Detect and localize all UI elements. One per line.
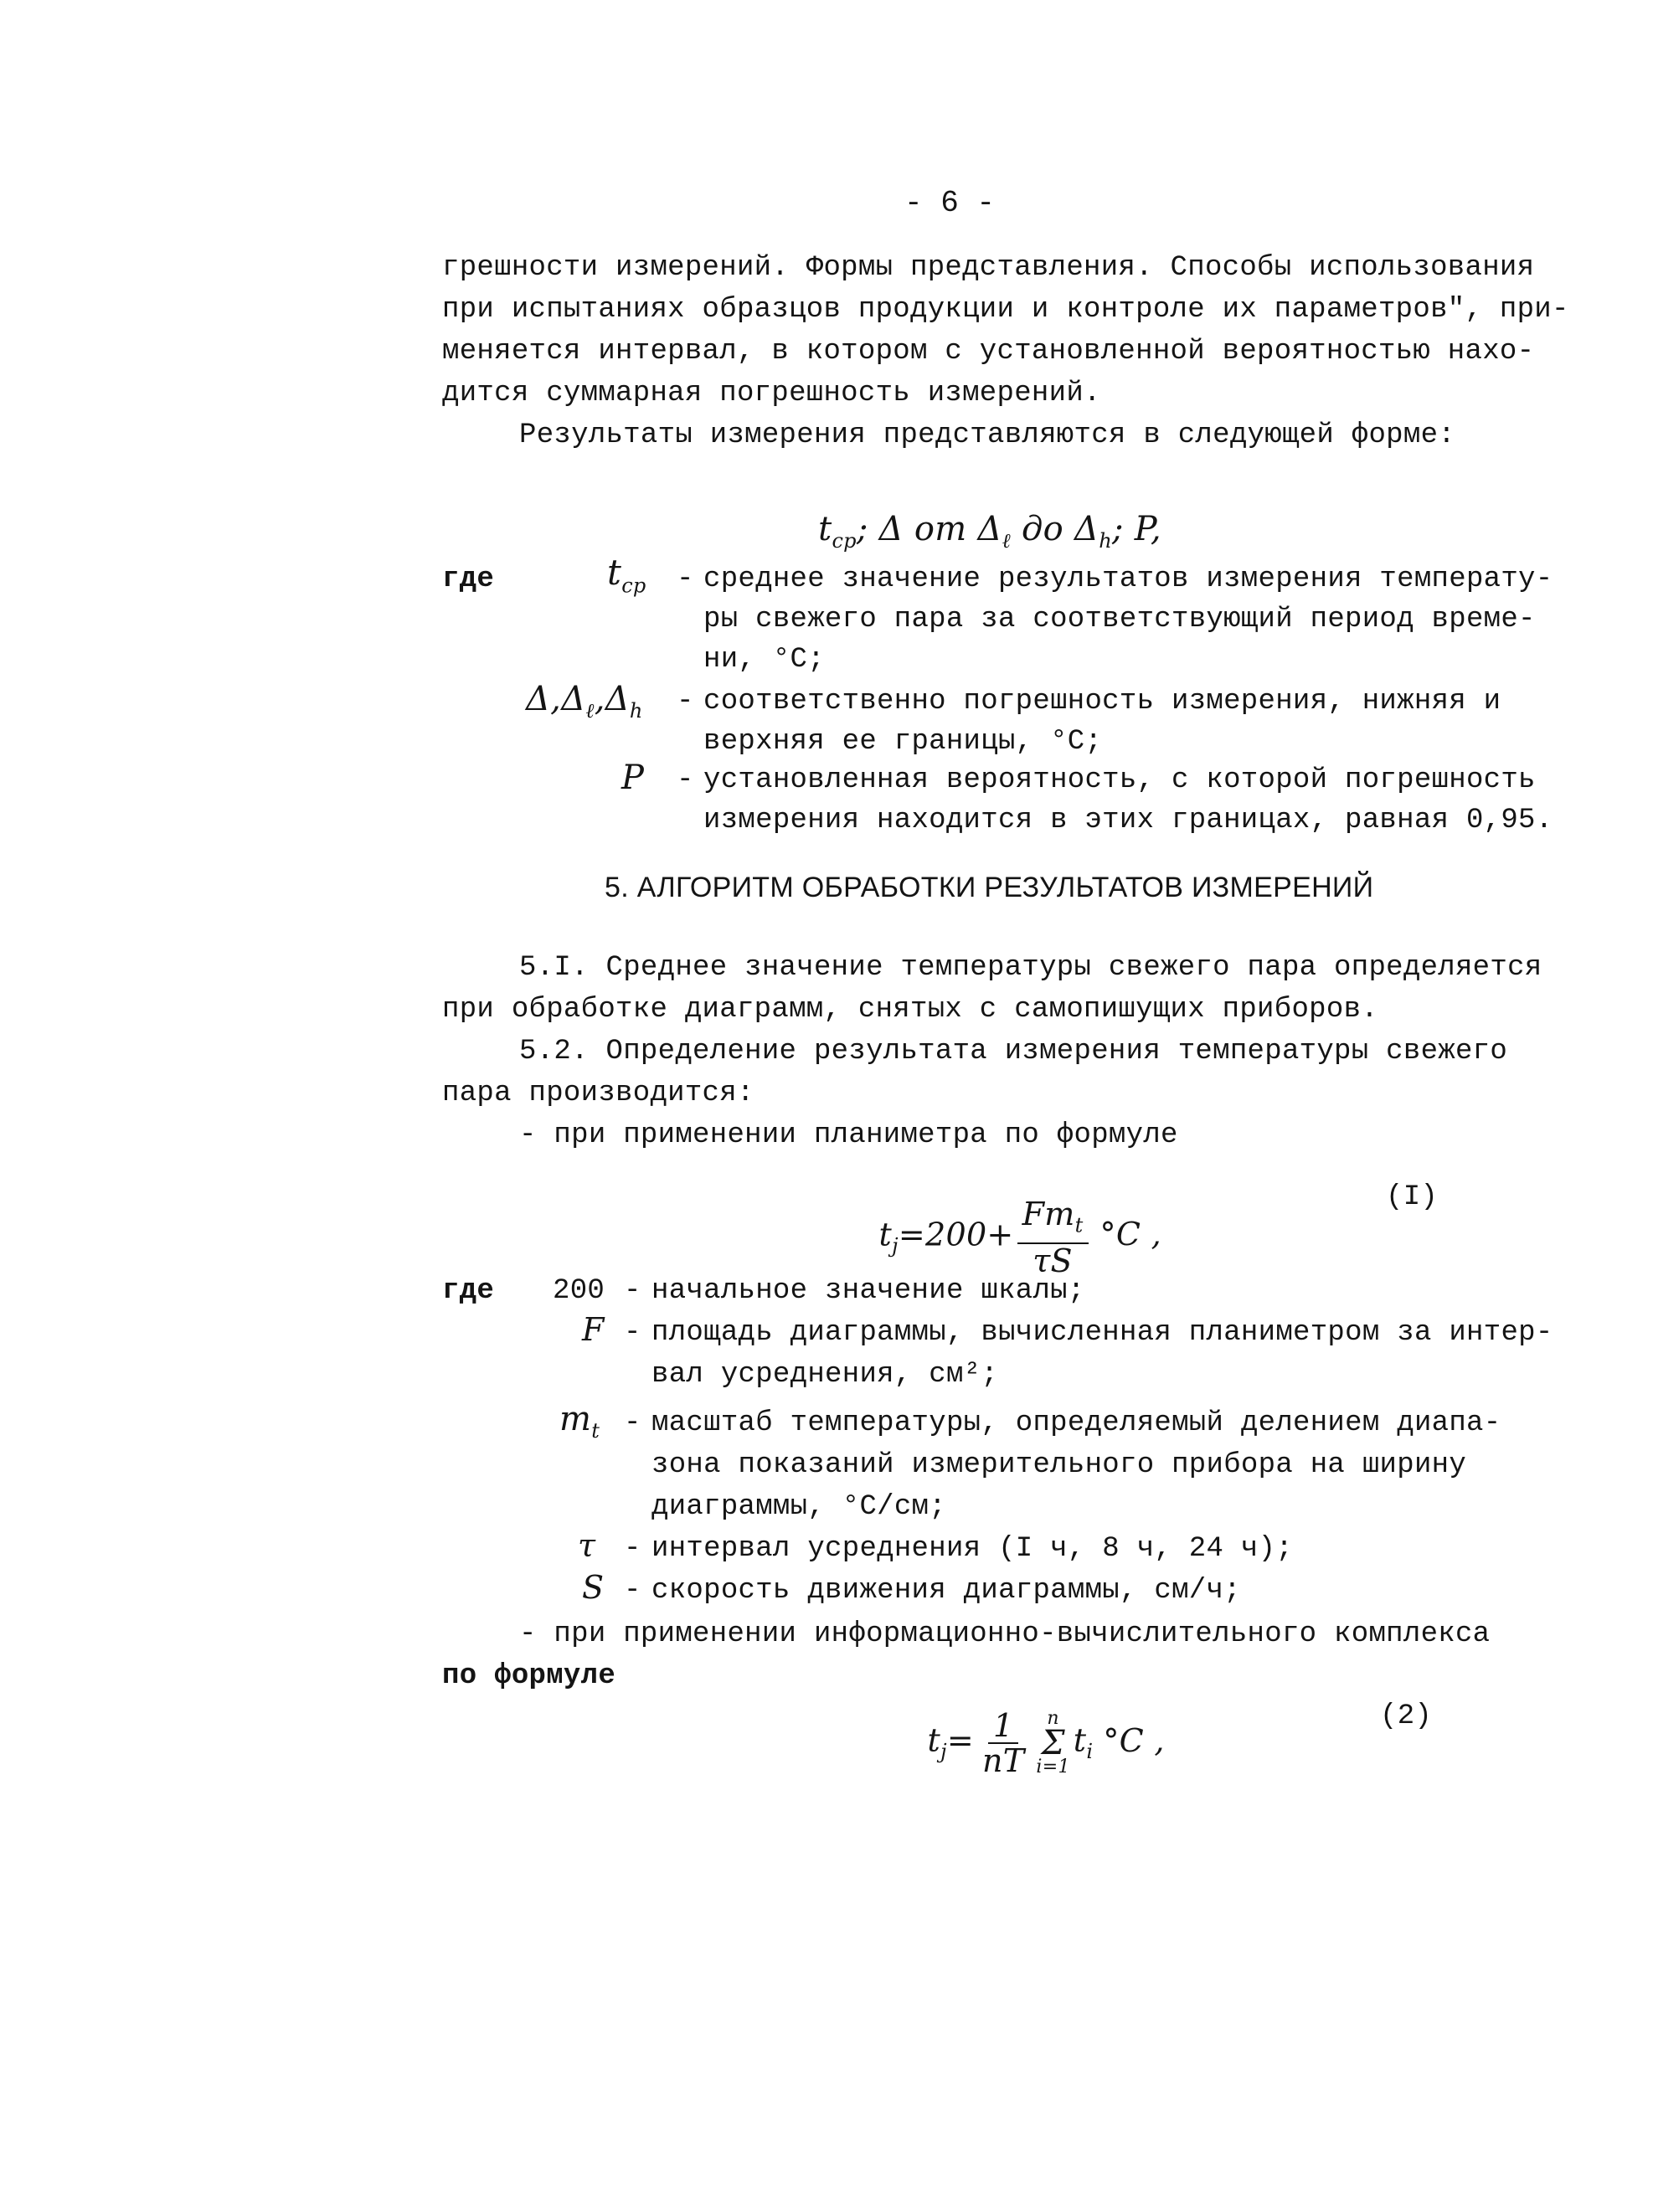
symbol-m-t: $m_t$ xyxy=(559,1400,600,1443)
paragraph-line: пара производится: xyxy=(442,1078,754,1109)
formula-1: $t_j=200+$ $\frac{Fm_t}{\tau S}$ °C , xyxy=(878,1196,1161,1279)
result-form-formula: $t_{cp}$; Δ от $\Delta_\ell$ до $\Delta_h$; P, xyxy=(818,510,1161,553)
definition-line: диаграммы, °C/см; xyxy=(651,1491,946,1523)
def-dash: - xyxy=(624,1575,641,1607)
definition-line: соответственно погрешность измерения, нижняя и xyxy=(703,686,1501,718)
paragraph-line: 5.I. Среднее значение температуры свежего пара определяется xyxy=(519,952,1542,984)
definition-line: начальное значение шкалы; xyxy=(651,1275,1085,1307)
definition-line: зона показаний измерительного прибора на ширину xyxy=(651,1449,1467,1481)
symbol-200: 200 xyxy=(553,1275,605,1307)
definition-line: скорость движения диаграммы, см/ч; xyxy=(651,1575,1241,1607)
symbol-s: S xyxy=(582,1569,605,1606)
section-heading: 5. АЛГОРИТМ ОБРАБОТКИ РЕЗУЛЬТАТОВ ИЗМЕРЕНИЙ xyxy=(605,872,1374,903)
definition-line: вал усреднения, см²; xyxy=(651,1359,999,1391)
intro-line: грешности измерений. Формы представления. Способы использования xyxy=(442,252,1535,284)
definition-line: интервал усреднения (I ч, 8 ч, 24 ч); xyxy=(651,1533,1294,1565)
def-dash: - xyxy=(677,764,694,796)
definition-line: среднее значение результатов измерения температу- xyxy=(703,563,1553,595)
definition-line: ры свежего пара за соответствующий период време- xyxy=(703,604,1536,635)
def-dash: - xyxy=(677,563,694,595)
definition-line: измерения находится в этих границах, равная 0,95. xyxy=(703,805,1553,836)
symbol-p: P xyxy=(621,759,645,797)
where-label: где xyxy=(442,563,495,595)
definition-line: ни, °C; xyxy=(703,644,825,676)
definition-line: установленная вероятность, с которой погрешность xyxy=(703,764,1536,796)
def-dash: - xyxy=(624,1407,641,1439)
intro-line: при испытаниях образцов продукции и контроле их параметров", при- xyxy=(442,294,1569,326)
paragraph-line: 5.2. Определение результата измерения температуры свежего xyxy=(519,1036,1508,1067)
paragraph-line: при обработке диаграмм, снятых с самопишущих приборов. xyxy=(442,994,1378,1026)
symbol-delta-set: $\Delta,\Delta_\ell,\Delta_h$ xyxy=(526,680,643,723)
def-dash: - xyxy=(677,686,694,718)
definition-line: площадь диаграммы, вычисленная планиметром за интер- xyxy=(651,1317,1553,1349)
ivk-line: по формуле xyxy=(442,1660,616,1692)
intro-line: дится суммарная погрешность измерений. xyxy=(442,378,1101,409)
formula-2-label: (2) xyxy=(1380,1700,1433,1732)
symbol-f: F xyxy=(582,1311,605,1348)
definition-line: верхняя ее границы, °C; xyxy=(703,726,1103,758)
formula-1-label: (I) xyxy=(1386,1181,1439,1213)
def-dash: - xyxy=(624,1533,641,1565)
symbol-t-cp: $t_{cp}$ xyxy=(607,552,646,598)
def-dash: - xyxy=(624,1275,641,1307)
page-number: - 6 - xyxy=(904,186,996,220)
results-line: Результаты измерения представляются в следующей форме: xyxy=(519,419,1455,451)
symbol-tau: τ xyxy=(578,1527,596,1564)
definition-line: масштаб температуры, определяемый делением диапа- xyxy=(651,1407,1501,1439)
where-label: где xyxy=(442,1275,495,1307)
intro-line: меняется интервал, в котором с установленной вероятностью нахо- xyxy=(442,336,1535,368)
planimeter-line: - при применении планиметра по формуле xyxy=(519,1119,1178,1151)
formula-2: $t_j=$ $\frac{1}{nT}$ n Σ i=1 $t_i$ °C , xyxy=(927,1707,1165,1779)
def-dash: - xyxy=(624,1317,641,1349)
ivk-line: - при применении информационно-вычислительного комплекса xyxy=(519,1618,1491,1650)
